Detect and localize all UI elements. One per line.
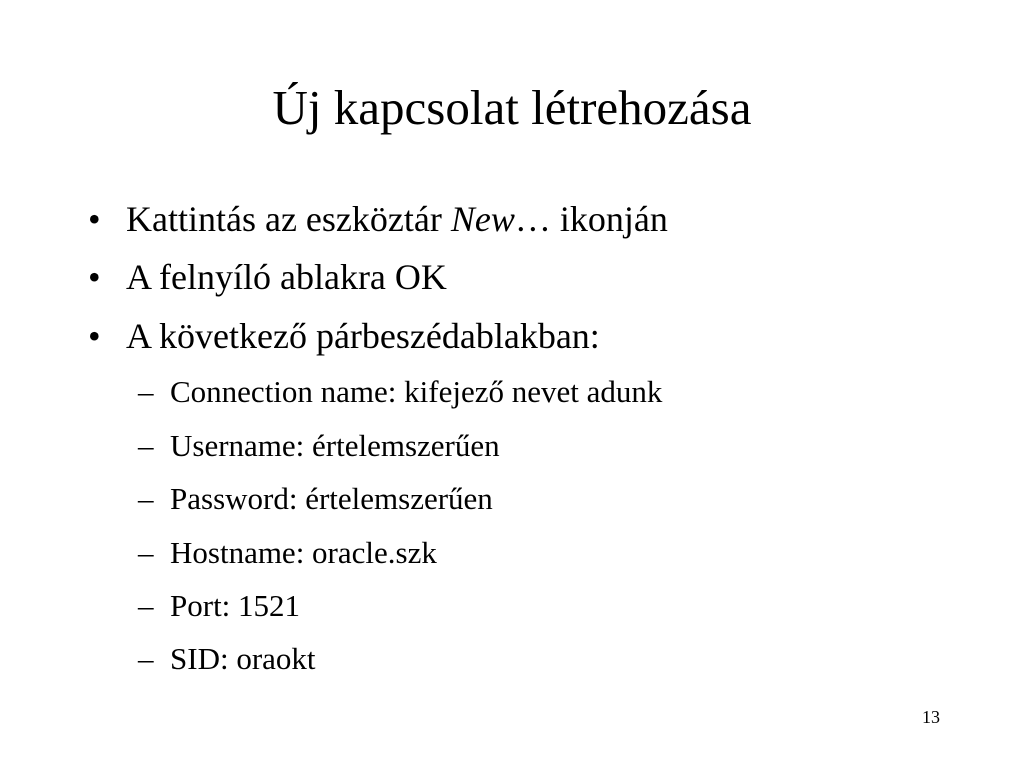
bullet-emphasis: New [450,199,515,239]
sub-bullet-text: SID: oraokt [170,641,316,676]
sub-bullet-marker: – [138,641,154,676]
bullet-marker: • [88,316,101,356]
bullet-item [88,197,668,241]
sub-bullet-item [138,427,500,465]
sub-bullet-item [138,480,493,518]
sub-bullet-marker: – [138,588,154,623]
bullet-text: A következő párbeszédablakban: [126,316,600,356]
sub-bullet-text: Connection name: kifejező nevet adunk [170,374,663,409]
sub-bullet-item [138,587,300,625]
sub-bullet-text: Password: értelemszerűen [170,481,493,516]
page-number: 13 [922,707,940,727]
bullet-marker: • [88,257,101,297]
bullet-text: Kattintás az eszköztár [126,199,451,239]
sub-bullet-item [138,534,437,572]
bullet-text: A felnyíló ablakra OK [126,257,447,297]
bullet-item [88,255,447,299]
sub-bullet-marker: – [138,374,154,409]
bullet-marker: • [88,199,101,239]
sub-bullet-item [138,640,316,678]
slide-title: Új kapcsolat létrehozása [272,80,752,135]
sub-bullet-marker: – [138,428,154,463]
bullet-text-tail: … ikonján [514,199,668,239]
sub-bullet-item [138,373,662,411]
sub-bullet-text: Username: értelemszerűen [170,428,500,463]
sub-bullet-marker: – [138,535,154,570]
sub-bullet-marker: – [138,481,154,516]
sub-bullet-text: Port: 1521 [170,588,301,623]
sub-bullet-text: Hostname: oracle.szk [170,535,437,570]
bullet-item [88,314,600,358]
